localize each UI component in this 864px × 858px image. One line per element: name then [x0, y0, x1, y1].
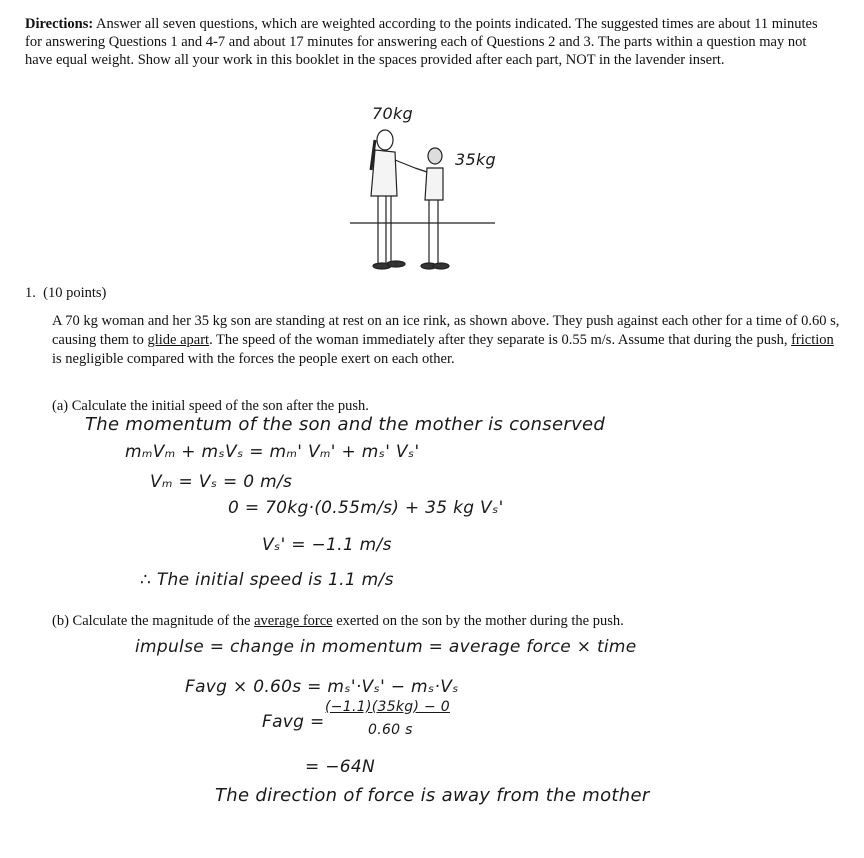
part-b-prompt: [52, 613, 624, 630]
part-b-line-2: Favg × 0.60s = mₛ'·Vₛ' − mₛ·Vₛ: [185, 677, 459, 697]
part-b-prompt-2: exerted on the son by the mother during the push.: [332, 613, 624, 629]
part-b-line-3: Favg =: [262, 712, 325, 732]
part-a-line-3: Vₘ = Vₛ = 0 m/s: [150, 472, 293, 492]
problem-statement: [52, 312, 842, 369]
part-a-line-6: ∴ The initial speed is 1.1 m/s: [140, 570, 394, 590]
question-points: (10 points): [43, 285, 107, 301]
son-mass-label: 35kg: [455, 150, 496, 169]
part-a-line-2: mₘVₘ + mₛVₛ = mₘ' Vₘ' + mₛ' Vₛ': [125, 442, 420, 462]
directions-paragraph: [25, 15, 825, 69]
directions-text: Answer all seven questions, which are weighted according to the points indicated. The suggested times are about 11 minutes for answering Questions 1 and 4-7 and about 17 minutes for answering each of Questions 2 and 3. The parts within a question may not have equal weight. Show all your work in this booklet in the spaces provided after each part, NOT in the lavender insert.: [25, 16, 818, 68]
part-a-prompt: (a) Calculate the initial speed of the son after the push.: [52, 398, 369, 414]
mother-figure: [371, 130, 415, 269]
part-b-prompt-underline: average force: [254, 613, 333, 629]
question-header: [25, 285, 106, 302]
part-b-fraction-numerator: (−1.1)(35kg) − 0: [325, 699, 450, 715]
problem-underline-2: friction: [791, 332, 834, 348]
part-b-fraction-denominator: 0.60 s: [368, 722, 413, 738]
problem-text-3: is negligible compared with the forces the people exert on each other.: [52, 351, 455, 367]
mother-mass-label: 70kg: [372, 104, 413, 123]
part-a-line-5: Vₛ' = −1.1 m/s: [262, 535, 392, 555]
son-figure: [415, 148, 449, 269]
part-a-line-4: 0 = 70kg·(0.55m/s) + 35 kg Vₛ': [228, 498, 504, 518]
part-a-line-1: The momentum of the son and the mother is conserved: [85, 414, 606, 435]
problem-text-2: . The speed of the woman immediately after they separate is 0.55 m/s. Assume that during the push,: [209, 332, 792, 348]
problem-underline-1: glide apart: [147, 332, 210, 348]
part-b-prompt-1: (b) Calculate the magnitude of the: [52, 613, 255, 629]
part-b-line-1: impulse = change in momentum = average force × time: [135, 637, 637, 657]
part-b-line-6: = −64N: [305, 757, 376, 777]
skaters-figure: [345, 100, 515, 280]
part-b-line-7: The direction of force is away from the mother: [215, 785, 650, 806]
problem-text-1: A 70 kg woman and her 35 kg son are standing at rest on an ice rink, as shown above. They push against each other for a time of 0.60 s, causing them to: [52, 313, 840, 348]
question-number: 1.: [25, 285, 36, 301]
directions-label: Directions:: [25, 16, 94, 32]
